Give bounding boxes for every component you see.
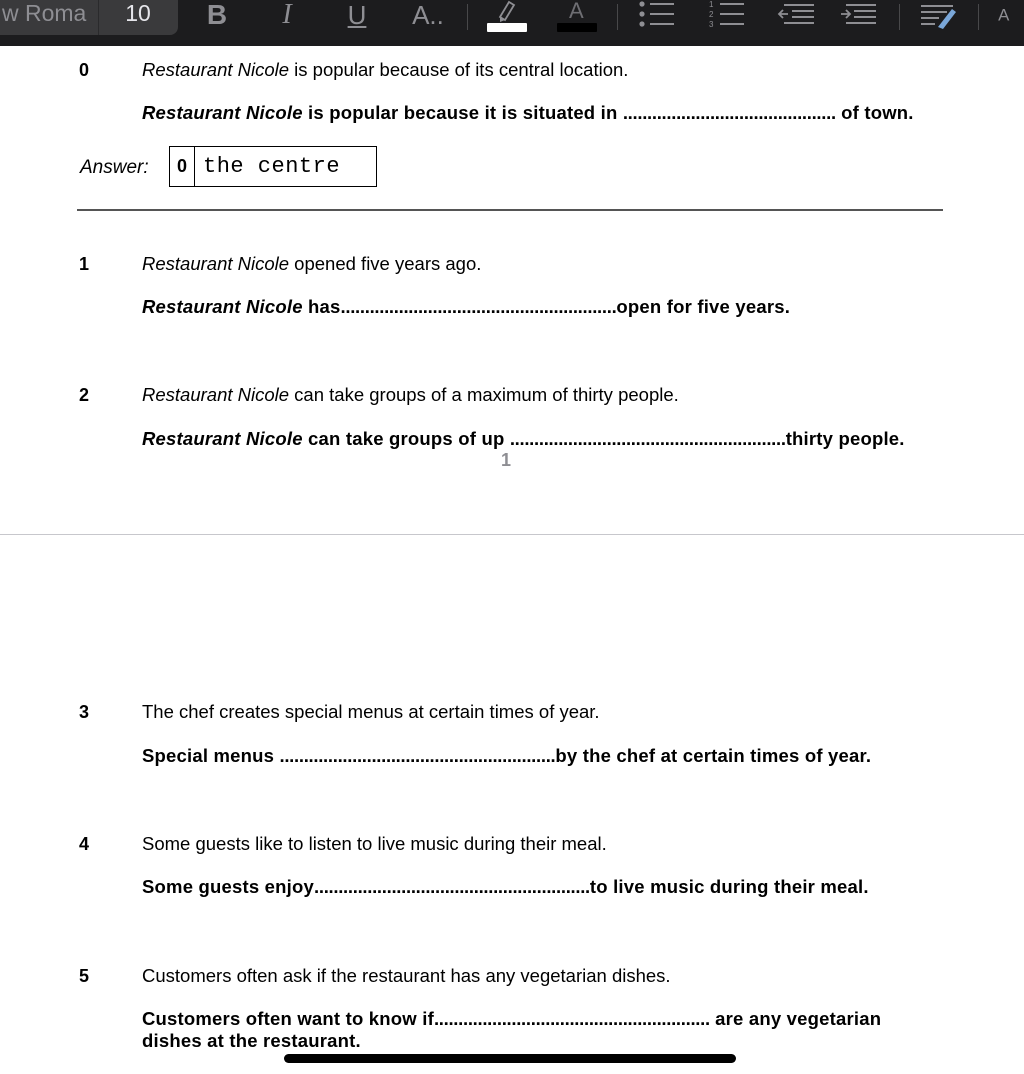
question-prompt [142, 745, 871, 767]
question-sentence: Some guests like to listen to live music during their meal. [142, 833, 607, 854]
question-prompt [142, 876, 869, 898]
highlighter-button[interactable] [484, 0, 530, 34]
highlighter-icon [484, 0, 530, 34]
svg-text:3: 3 [709, 20, 714, 29]
example-prompt-subject: Restaurant Nicole [142, 102, 303, 123]
example-prompt-before: is popular because it is situated in [302, 102, 623, 123]
example-number: 0 [79, 60, 90, 80]
question-number: 4 [79, 834, 90, 854]
font-name-button[interactable]: w Roma [2, 0, 87, 26]
question-sentence-rest: opened five years ago. [289, 253, 482, 274]
underline-button[interactable]: U [347, 0, 367, 30]
question-prompt-before: Some guests enjoy [142, 876, 315, 897]
italic-button[interactable]: I [282, 0, 292, 30]
question-number: 3 [79, 702, 90, 722]
question-prompt-after: by the chef at certain times of year. [555, 745, 872, 766]
answer-number: 0 [170, 147, 195, 186]
increase-indent-button[interactable] [838, 0, 880, 30]
bold-button[interactable]: B [206, 0, 228, 30]
question-sentence [142, 253, 481, 275]
example-sentence-rest: is popular because of its central location. [289, 59, 629, 80]
answer-box [169, 146, 377, 187]
answer-text: the centre [203, 154, 341, 179]
question-sentence: Customers often ask if the restaurant has any vegetarian dishes. [142, 965, 671, 986]
numbered-list-button[interactable] [706, 0, 748, 30]
page-number: 1 [500, 450, 511, 470]
section-divider [77, 209, 943, 211]
paragraph-style-button[interactable] [918, 0, 960, 30]
question-blank: ......................................................... [314, 876, 590, 897]
question-prompt-subject: Restaurant Nicole [142, 428, 303, 449]
answer-label: Answer: [80, 157, 149, 178]
more-styles-button[interactable]: A.. [412, 0, 444, 30]
format-icon [996, 0, 1024, 30]
page-break [0, 534, 1024, 535]
numbered-list-icon [706, 0, 748, 30]
question-prompt-after: to live music during their meal. [589, 876, 869, 897]
question-number: 1 [79, 254, 90, 274]
font-divider [98, 0, 99, 35]
question-prompt-after: open for five years. [616, 296, 791, 317]
question-prompt-before: has [302, 296, 341, 317]
decrease-indent-button[interactable] [776, 0, 818, 30]
question-sentence-subject: Restaurant Nicole [142, 253, 290, 274]
font-size-button[interactable]: 10 [125, 0, 151, 26]
question-prompt [142, 428, 905, 450]
format-button[interactable] [996, 0, 1024, 30]
question-prompt-continued: dishes at the restaurant. [142, 1030, 361, 1051]
decrease-indent-icon [776, 0, 818, 30]
bulleted-list-button[interactable] [636, 0, 678, 30]
example-prompt [142, 102, 914, 124]
question-sentence: The chef creates special menus at certain times of year. [142, 701, 600, 722]
toolbar-separator [467, 4, 468, 30]
paragraph-style-icon [918, 0, 960, 30]
question-prompt-before: can take groups of up [302, 428, 510, 449]
text-color-button[interactable] [554, 0, 600, 34]
svg-text:A: A [569, 0, 584, 23]
question-number: 5 [79, 966, 90, 986]
question-prompt-before: Special menus [142, 745, 280, 766]
svg-text:2: 2 [709, 10, 714, 19]
question-prompt-before: Customers often want to know if [142, 1008, 434, 1029]
question-sentence-rest: can take groups of a maximum of thirty people. [289, 384, 679, 405]
question-blank: ......................................................... [433, 1008, 710, 1029]
question-prompt-after: thirty people. [785, 428, 905, 449]
toolbar-separator [617, 4, 618, 30]
svg-text:A: A [998, 5, 1010, 25]
question-sentence-subject: Restaurant Nicole [142, 384, 290, 405]
example-prompt-after: of town. [835, 102, 914, 123]
question-prompt-after: are any vegetarian [709, 1008, 882, 1029]
formatting-toolbar [0, 0, 1024, 46]
question-prompt-subject: Restaurant Nicole [142, 296, 303, 317]
toolbar-separator [899, 4, 900, 30]
question-blank: ......................................................... [509, 428, 786, 449]
example-blank: ............................................ [622, 102, 836, 123]
question-prompt [142, 296, 790, 318]
bulleted-list-icon [636, 0, 678, 30]
question-blank: ......................................................... [279, 745, 556, 766]
text-color-icon [554, 0, 600, 34]
toolbar-separator [978, 4, 979, 30]
question-prompt [142, 1008, 881, 1030]
font-selector[interactable] [0, 0, 178, 35]
example-sentence-subject: Restaurant Nicole [142, 59, 290, 80]
svg-text:1: 1 [709, 0, 714, 9]
example-sentence [142, 59, 628, 81]
home-indicator[interactable] [284, 1054, 736, 1063]
question-blank: ......................................................... [340, 296, 617, 317]
increase-indent-icon [838, 0, 880, 30]
question-number: 2 [79, 385, 90, 405]
question-sentence [142, 384, 679, 406]
